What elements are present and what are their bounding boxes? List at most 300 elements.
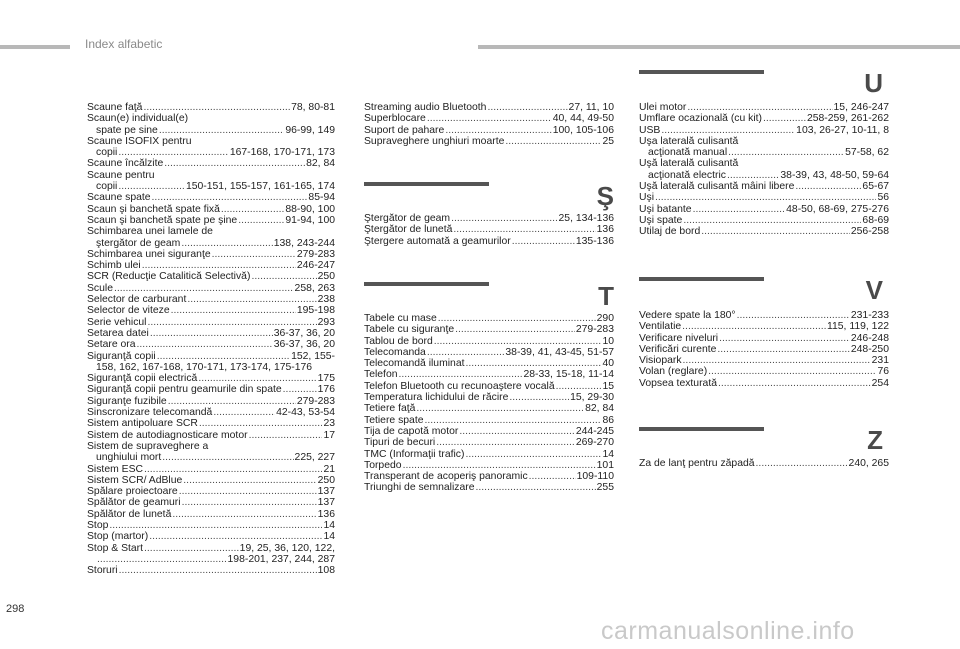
entry-pages: 231 <box>871 355 889 367</box>
section-divider <box>639 427 764 431</box>
entry-term: unghiului mort <box>96 452 162 464</box>
index-column-s-cont <box>364 102 614 147</box>
index-entry <box>364 347 614 358</box>
leader-dots <box>159 125 285 136</box>
index-entry <box>87 249 335 260</box>
entry-term: Ştergător de geam <box>364 213 451 224</box>
index-line <box>87 554 335 565</box>
leader-dots <box>149 531 322 542</box>
entry-pages: 152, 155- <box>291 350 335 362</box>
entry-term: Uşi spate <box>639 214 683 226</box>
entry-pages: 225, 227 <box>294 452 335 464</box>
section-divider <box>639 70 764 74</box>
index-entry <box>639 321 889 332</box>
entry-pages: 103, 26-27, 10-11, 8 <box>796 124 889 136</box>
entry-pages: 198-201, 237, 244, 287 <box>227 553 335 565</box>
index-entry <box>639 310 889 321</box>
index-entry <box>364 336 614 347</box>
entry-pages: 28-33, 15-18, 11-14 <box>523 369 614 381</box>
entry-term: Supraveghere unghiuri moarte <box>364 135 505 147</box>
index-line <box>87 125 335 136</box>
index-entry <box>364 471 614 482</box>
index-entry <box>364 213 614 224</box>
leader-dots <box>466 358 602 369</box>
entry-term: SCR (Reducţie Catalitică Selectivă) <box>87 271 251 283</box>
index-line <box>364 324 614 335</box>
entry-pages: 109-110 <box>576 471 614 483</box>
leader-dots <box>213 407 275 418</box>
leader-dots <box>403 460 596 471</box>
entry-pages: 14 <box>323 531 335 543</box>
index-line <box>364 426 614 437</box>
section-letter: U <box>864 68 883 98</box>
index-line <box>639 458 889 469</box>
section-header-s <box>364 180 614 210</box>
index-line <box>87 520 335 531</box>
index-line <box>87 136 335 147</box>
entry-pages: 40 <box>602 358 614 370</box>
entry-pages: 15, 29-30 <box>570 392 614 404</box>
index-entry <box>87 305 335 316</box>
entry-term: Streaming audio Bluetooth <box>364 102 487 113</box>
entry-term: Schimbarea unei siguranţe <box>87 248 211 260</box>
leader-dots <box>512 236 575 247</box>
entry-term: Sistem ESC <box>87 463 144 475</box>
index-line <box>87 497 335 508</box>
entry-pages: 36-37, 36, 20 <box>273 339 335 351</box>
index-line <box>639 333 889 344</box>
entry-term: Sinscronizare telecomandă <box>87 407 213 419</box>
entry-pages: 100, 105-106 <box>552 124 614 136</box>
leader-dots <box>701 226 850 237</box>
index-line <box>639 310 889 321</box>
leader-dots <box>168 396 296 407</box>
index-line <box>364 347 614 358</box>
index-entry <box>364 437 614 448</box>
entry-pages: 136 <box>317 508 335 520</box>
index-entry <box>639 102 889 113</box>
index-entry <box>639 344 889 355</box>
entry-pages: 137 <box>317 486 335 498</box>
entry-pages: 48-50, 68-69, 275-276 <box>786 203 889 215</box>
index-entry <box>87 475 335 486</box>
leader-dots <box>737 310 850 321</box>
index-entry <box>364 236 614 247</box>
index-line <box>87 226 335 237</box>
watermark-text: carmanualsonline.info <box>601 617 855 645</box>
entry-pages: 21 <box>323 463 335 475</box>
leader-dots <box>399 369 523 380</box>
entry-pages: 246-248 <box>850 332 889 344</box>
entry-pages: 82, 84 <box>585 403 614 415</box>
index-entry <box>87 531 335 542</box>
leader-dots <box>455 324 575 335</box>
entry-pages: 135-136 <box>575 235 614 247</box>
index-entry <box>87 271 335 282</box>
entry-term: Verificare niveluri <box>639 332 719 344</box>
index-entry <box>364 369 614 380</box>
entry-term: Tetiere spate <box>364 414 424 426</box>
entry-pages: 108 <box>317 565 335 577</box>
index-entry <box>364 460 614 471</box>
leader-dots <box>172 509 316 520</box>
leader-dots <box>142 260 296 271</box>
entry-term: USB <box>639 124 661 136</box>
entry-pages: 38-39, 43, 48-50, 59-64 <box>780 169 889 181</box>
entry-term: Serie vehicul <box>87 316 147 328</box>
index-entry <box>87 260 335 271</box>
leader-dots <box>556 381 602 392</box>
entry-term: Volan (reglare) <box>639 366 708 378</box>
entry-pages: 250 <box>317 474 335 486</box>
leader-dots <box>143 102 290 113</box>
index-entry <box>87 339 335 350</box>
index-line <box>87 317 335 328</box>
index-line <box>639 226 889 237</box>
entry-term: Telecomanda <box>364 346 426 358</box>
entry-pages: 14 <box>602 448 614 460</box>
leader-dots <box>453 224 595 235</box>
index-line <box>87 531 335 542</box>
entry-pages: 57-58, 62 <box>845 147 889 159</box>
entry-pages: 175 <box>317 373 335 385</box>
index-line <box>87 509 335 520</box>
entry-term: Scaun şi banchetă spate fixă <box>87 203 220 215</box>
entry-pages: 250 <box>317 271 335 283</box>
entry-term: copii <box>96 147 118 159</box>
entry-term: Ştergător de lunetă <box>364 224 453 236</box>
index-line <box>639 366 889 377</box>
section-header-z <box>639 425 883 455</box>
index-entry <box>364 449 614 460</box>
index-line <box>639 125 889 136</box>
leader-dots <box>182 497 317 508</box>
entry-term: Setarea datei <box>87 327 149 339</box>
index-line <box>87 486 335 497</box>
index-entry <box>364 482 614 493</box>
entry-term: Telefon <box>364 369 398 381</box>
index-line <box>87 543 335 554</box>
index-entry <box>639 136 889 159</box>
entry-pages: 256-258 <box>850 226 889 238</box>
index-entry <box>639 215 889 226</box>
entry-pages: 25, 134-136 <box>558 213 614 224</box>
entry-pages: 68-69 <box>862 214 889 226</box>
entry-term: Scaune ISOFIX pentru <box>87 135 192 147</box>
entry-pages: 17 <box>323 429 335 441</box>
entry-term: Ştergere automată a geamurilor <box>364 235 511 247</box>
index-line <box>87 441 335 452</box>
index-entry <box>87 226 335 249</box>
index-entry <box>639 226 889 237</box>
entry-term: Spălător de lunetă <box>87 508 172 520</box>
section-divider <box>639 277 764 281</box>
leader-dots <box>249 430 323 441</box>
entry-term: Storuri <box>87 565 118 577</box>
leader-dots <box>181 238 272 249</box>
index-line <box>87 328 335 339</box>
entry-pages: 258-259, 261-262 <box>806 113 889 125</box>
page-number: 298 <box>6 603 25 615</box>
entry-term: ştergător de geam <box>96 237 181 249</box>
index-line <box>87 170 335 181</box>
index-line <box>87 181 335 192</box>
index-entry <box>87 215 335 226</box>
index-entry <box>364 113 614 124</box>
entry-pages: 269-270 <box>575 437 614 449</box>
leader-dots <box>465 449 601 460</box>
entry-term: Sistem antipoluare SCR <box>87 418 198 430</box>
index-entry <box>87 520 335 531</box>
index-line <box>639 147 889 158</box>
index-entry <box>364 324 614 335</box>
leader-dots <box>727 170 779 181</box>
entry-term: Tetiere faţă <box>364 403 416 415</box>
leader-dots <box>144 464 322 475</box>
entry-term: Schimb ulei <box>87 260 141 272</box>
index-line <box>639 378 889 389</box>
leader-dots <box>719 333 850 344</box>
leader-dots <box>199 418 323 429</box>
index-line <box>364 125 614 136</box>
entry-term: Tabele cu siguranţe <box>364 324 455 336</box>
index-entry <box>639 192 889 203</box>
entry-pages: 195-198 <box>296 305 335 317</box>
entry-term: spate pe sine <box>96 124 158 136</box>
entry-pages: 290 <box>596 313 614 324</box>
entry-term: Vopsea texturată <box>639 377 717 389</box>
leader-dots <box>451 213 557 224</box>
entry-pages: 38-39, 41, 43-45, 51-57 <box>505 346 614 358</box>
leader-dots <box>150 328 273 339</box>
leader-dots <box>238 215 284 226</box>
index-line <box>639 170 889 181</box>
entry-term: Verificări curente <box>639 343 717 355</box>
entry-term: Za de lanţ pentru zăpadă <box>639 458 755 469</box>
index-line <box>87 260 335 271</box>
entry-term: Tabele cu mase <box>364 313 437 324</box>
index-line <box>87 215 335 226</box>
entry-pages: 10 <box>602 335 614 347</box>
index-line <box>364 102 614 113</box>
index-column-s <box>87 102 335 576</box>
index-entry <box>87 396 335 407</box>
section-header-t <box>364 280 614 310</box>
section-letter: V <box>865 275 883 305</box>
leader-dots <box>683 355 871 366</box>
entry-term: Selector de carburant <box>87 294 187 306</box>
index-line <box>639 102 889 113</box>
entry-pages: 96-99, 149 <box>285 124 335 136</box>
leader-dots <box>212 249 296 260</box>
entry-term: Spălare proiectoare <box>87 486 178 498</box>
entry-term: Scaune faţă <box>87 102 143 113</box>
index-line <box>364 392 614 403</box>
entry-term: Siguranţă copii pentru geamurile din spate <box>87 384 282 396</box>
entry-pages: 27, 11, 10 <box>568 102 614 113</box>
index-entry <box>87 543 335 566</box>
index-section-t <box>364 313 614 494</box>
leader-dots <box>283 384 317 395</box>
index-entry <box>87 497 335 508</box>
index-entry <box>364 136 614 147</box>
index-line <box>87 147 335 158</box>
index-entry <box>639 125 889 136</box>
leader-dots <box>756 458 848 469</box>
index-entry <box>87 430 335 441</box>
entry-term: Vedere spate la 180° <box>639 310 736 321</box>
index-line <box>87 418 335 429</box>
index-line <box>364 213 614 224</box>
index-line <box>639 136 889 147</box>
index-line <box>364 313 614 324</box>
index-entry <box>87 384 335 395</box>
entry-term: Siguranţă copii electrică <box>87 373 198 385</box>
index-section-s <box>364 213 614 247</box>
leader-dots <box>251 271 316 282</box>
leader-dots <box>655 192 876 203</box>
entry-pages: 19, 25, 36, 120, 122, <box>239 542 335 554</box>
leader-dots <box>183 475 316 486</box>
entry-pages: 258, 263 <box>294 282 335 294</box>
leader-dots <box>763 113 806 124</box>
entry-term: Scule <box>87 282 113 294</box>
leader-dots <box>438 313 596 324</box>
index-line <box>364 224 614 235</box>
entry-term: Tija de capotă motor <box>364 425 459 437</box>
entry-term: TMC (Informaţii trafic) <box>364 448 465 460</box>
leader-dots <box>487 102 567 113</box>
entry-pages: 15 <box>602 380 614 392</box>
entry-term: Setare ora <box>87 339 136 351</box>
index-line <box>87 294 335 305</box>
entry-pages: 246-247 <box>296 260 335 272</box>
index-entry <box>87 441 335 464</box>
leader-dots <box>427 347 505 358</box>
entry-term: Telecomandă iluminat <box>364 358 465 370</box>
index-line <box>364 415 614 426</box>
entry-term: Temperatura lichidului de răcire <box>364 392 509 404</box>
index-line <box>364 113 614 124</box>
index-line <box>87 238 335 249</box>
index-entry <box>87 418 335 429</box>
entry-term: Transperant de acoperiş panoramic <box>364 471 528 483</box>
entry-term: Selector de viteze <box>87 305 170 317</box>
entry-term: Sistem de autodiagnosticare motor <box>87 429 248 441</box>
entry-pages: 254 <box>871 377 889 389</box>
entry-term: Tablou de bord <box>364 335 433 347</box>
entry-pages: 176 <box>317 384 335 396</box>
leader-dots <box>505 136 601 147</box>
entry-pages: 238 <box>317 294 335 306</box>
index-entry <box>87 464 335 475</box>
section-divider <box>364 182 489 186</box>
index-line <box>364 136 614 147</box>
leader-dots <box>157 351 290 362</box>
index-line <box>87 158 335 169</box>
index-line <box>364 437 614 448</box>
entry-pages: 244-245 <box>575 425 614 437</box>
index-entry <box>639 366 889 377</box>
index-line <box>87 192 335 203</box>
entry-pages: 167-168, 170-171, 173 <box>229 147 335 159</box>
entry-pages: 85-94 <box>308 192 335 204</box>
leader-dots <box>114 283 294 294</box>
section-header-u <box>639 68 883 98</box>
leader-dots <box>529 471 576 482</box>
entry-pages: 25 <box>602 135 614 147</box>
entry-pages: 40, 44, 49-50 <box>552 113 614 125</box>
index-line <box>364 369 614 380</box>
index-entry <box>639 333 889 344</box>
entry-pages: 231-233 <box>850 310 889 321</box>
leader-dots <box>434 336 602 347</box>
index-entry <box>87 192 335 203</box>
entry-term: Uşi <box>639 192 655 204</box>
index-entry <box>364 381 614 392</box>
index-entry <box>87 317 335 328</box>
index-line <box>87 339 335 350</box>
section-header-v <box>639 275 883 305</box>
leader-dots <box>427 113 552 124</box>
index-line <box>87 305 335 316</box>
index-line <box>87 351 335 362</box>
index-line <box>87 565 335 576</box>
index-entry <box>639 355 889 366</box>
entry-term: Triunghi de semnalizare <box>364 482 475 494</box>
leader-dots <box>187 294 316 305</box>
entry-term: acţionată manual <box>648 147 728 159</box>
index-entry <box>639 113 889 124</box>
index-entry <box>639 378 889 389</box>
header-divider-left <box>0 45 70 49</box>
index-line <box>87 464 335 475</box>
entry-term: Telefon Bluetooth cu recunoaştere vocală <box>364 380 555 392</box>
entry-term: copii <box>96 181 118 193</box>
leader-dots <box>137 339 273 350</box>
entry-pages: 88-90, 100 <box>285 203 335 215</box>
leader-dots <box>164 158 305 169</box>
entry-term: Schimbarea unei lamele de <box>87 226 213 238</box>
index-entry <box>87 565 335 576</box>
entry-pages: 115, 119, 122 <box>826 321 889 333</box>
index-entry <box>87 204 335 215</box>
index-line <box>87 407 335 418</box>
entry-term: Uşă laterală culisantă mâini libere <box>639 181 795 193</box>
index-line <box>87 384 335 395</box>
leader-dots <box>416 403 584 414</box>
index-line <box>87 249 335 260</box>
index-entry <box>364 102 614 113</box>
leader-dots <box>109 520 322 531</box>
index-entry <box>87 486 335 497</box>
header-divider-right <box>478 45 960 49</box>
entry-pages: 36-37, 36, 20 <box>273 327 335 339</box>
entry-pages: 56 <box>877 192 889 204</box>
entry-term: Scaune încălzite <box>87 158 164 170</box>
index-entry <box>87 158 335 169</box>
entry-term: Sistem SCR/ AdBlue <box>87 474 183 486</box>
index-line <box>639 344 889 355</box>
entry-term: Visiopark <box>639 355 682 367</box>
index-entry <box>87 407 335 418</box>
leader-dots <box>97 554 227 565</box>
entry-term: Superblocare <box>364 113 426 125</box>
index-entry <box>87 509 335 520</box>
entry-term: Umflare ocazională (cu kit) <box>639 113 762 125</box>
section-letter: T <box>598 281 614 311</box>
entry-pages: 293 <box>317 316 335 328</box>
